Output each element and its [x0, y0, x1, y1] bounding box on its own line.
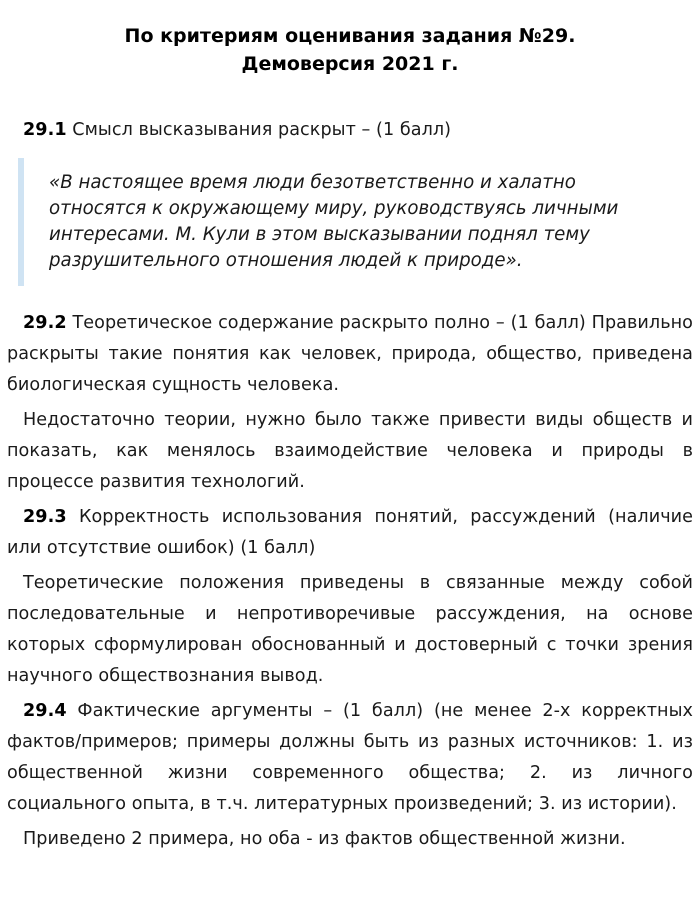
criterion-number: 29.3 — [23, 507, 67, 527]
criterion-29-4 — [7, 696, 693, 820]
quote-text: «В настоящее время люди безответственно и халатно относятся к окружающему миру, руководствуясь личными интересами. М. Кули в этом высказывании поднял тему разрушительного отношения людей к природе». — [49, 172, 619, 271]
criterion-number: 29.1 — [23, 120, 67, 140]
criterion-29-1 — [7, 115, 693, 146]
criterion-29-3 — [7, 502, 693, 564]
criterion-29-4-comment: Приведено 2 примера, но оба - из фактов общественной жизни. — [23, 829, 626, 849]
criterion-text: Смысл высказывания раскрыт – (1 балл) — [66, 120, 452, 140]
criterion-29-3-comment: Теоретические положения приведены в связанные между собой последовательные и непротиворечивые рассуждения, на основе которых сформулирован обоснованный и достоверный с точки зрения научного обществознания вывод. — [7, 573, 693, 686]
criterion-text: Фактические аргументы – (1 балл) (не менее 2-х корректных фактов/примеров; примеры должны быть из разных источников: 1. из общественной жизни современного общества; 2. из личного социального опыта, в т.ч. литературных произведений; 3. из истории). — [7, 701, 693, 814]
criterion-text: Корректность использования понятий, рассуждений (наличие или отсутствие ошибок) (1 балл) — [7, 507, 693, 558]
criterion-29-2-comment: Недостаточно теории, нужно было также привести виды обществ и показать, как менялось взаимодействие человека и природы в процессе развития технологий. — [7, 410, 693, 492]
criterion-number: 29.4 — [23, 701, 67, 721]
blockquote — [18, 158, 629, 286]
criterion-29-2 — [7, 308, 693, 401]
page-title — [7, 22, 693, 78]
criterion-text: Теоретическое содержание раскрыто полно – (1 балл) Правильно раскрыты такие понятия как человек, природа, общество, приведена биологическая сущность человека. — [7, 313, 693, 395]
criterion-number: 29.2 — [23, 313, 67, 333]
title-line-1: По критериям оценивания задания №29. — [124, 25, 576, 47]
title-line-2: Демоверсия 2021 г. — [241, 53, 459, 75]
document-page — [7, 22, 693, 855]
